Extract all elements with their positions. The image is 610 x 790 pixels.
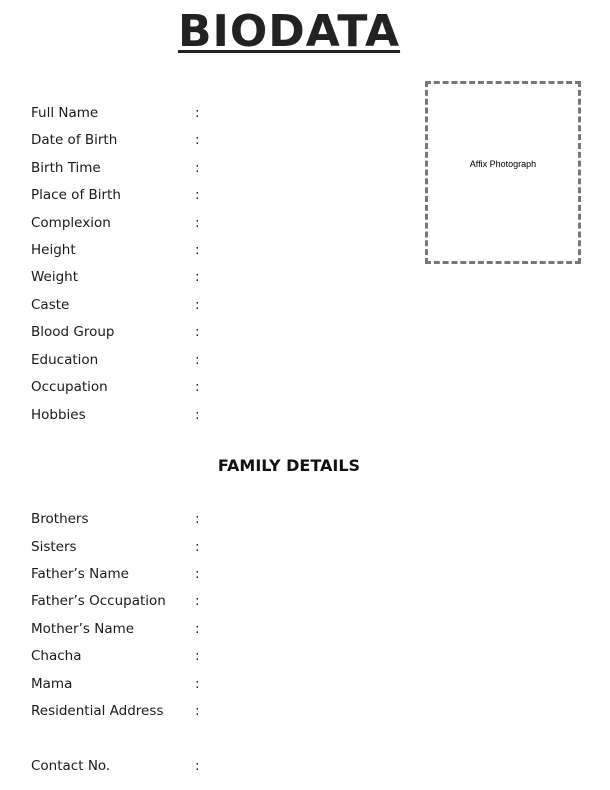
field-colon: : — [195, 324, 200, 340]
field-colon: : — [195, 242, 200, 258]
field-label: Caste — [31, 297, 70, 313]
field-label: Chacha — [31, 648, 82, 664]
field-colon: : — [195, 160, 200, 176]
field-label: Complexion — [31, 215, 111, 231]
field-colon: : — [195, 352, 200, 368]
field-label: Weight — [31, 269, 79, 285]
field-colon: : — [195, 703, 200, 719]
field-label: Occupation — [31, 379, 108, 395]
field-label: Mother’s Name — [31, 621, 135, 637]
field-colon: : — [195, 407, 200, 423]
field-label: Residential Address — [31, 703, 164, 719]
field-label: Contact No. — [31, 758, 111, 774]
field-label: Date of Birth — [31, 132, 118, 148]
field-colon: : — [195, 758, 200, 774]
field-colon: : — [195, 539, 200, 555]
field-label: Sisters — [31, 539, 77, 555]
field-colon: : — [195, 132, 200, 148]
photo-placeholder-box[interactable] — [425, 81, 581, 264]
field-label: Height — [31, 242, 76, 258]
field-label: Blood Group — [31, 324, 115, 340]
field-colon: : — [195, 215, 200, 231]
field-label: Place of Birth — [31, 187, 121, 203]
family-details-heading: FAMILY DETAILS — [217, 456, 361, 475]
photo-placeholder-label: Affix Photograph — [469, 158, 537, 169]
field-label: Brothers — [31, 511, 89, 527]
page-title — [0, 6, 578, 57]
field-label: Education — [31, 352, 99, 368]
field-colon: : — [195, 379, 200, 395]
field-label: Mama — [31, 676, 73, 692]
field-colon: : — [195, 648, 200, 664]
field-colon: : — [195, 269, 200, 285]
field-label: Full Name — [31, 105, 99, 121]
field-label: Hobbies — [31, 407, 86, 423]
field-label: Father’s Name — [31, 566, 129, 582]
field-colon: : — [195, 105, 200, 121]
field-colon: : — [195, 566, 200, 582]
field-colon: : — [195, 593, 200, 609]
field-label: Father’s Occupation — [31, 593, 166, 609]
field-colon: : — [195, 511, 200, 527]
field-colon: : — [195, 187, 200, 203]
title-text: BIODATA — [177, 6, 401, 57]
field-colon: : — [195, 621, 200, 637]
field-colon: : — [195, 676, 200, 692]
field-label: Birth Time — [31, 160, 101, 176]
field-colon: : — [195, 297, 200, 313]
